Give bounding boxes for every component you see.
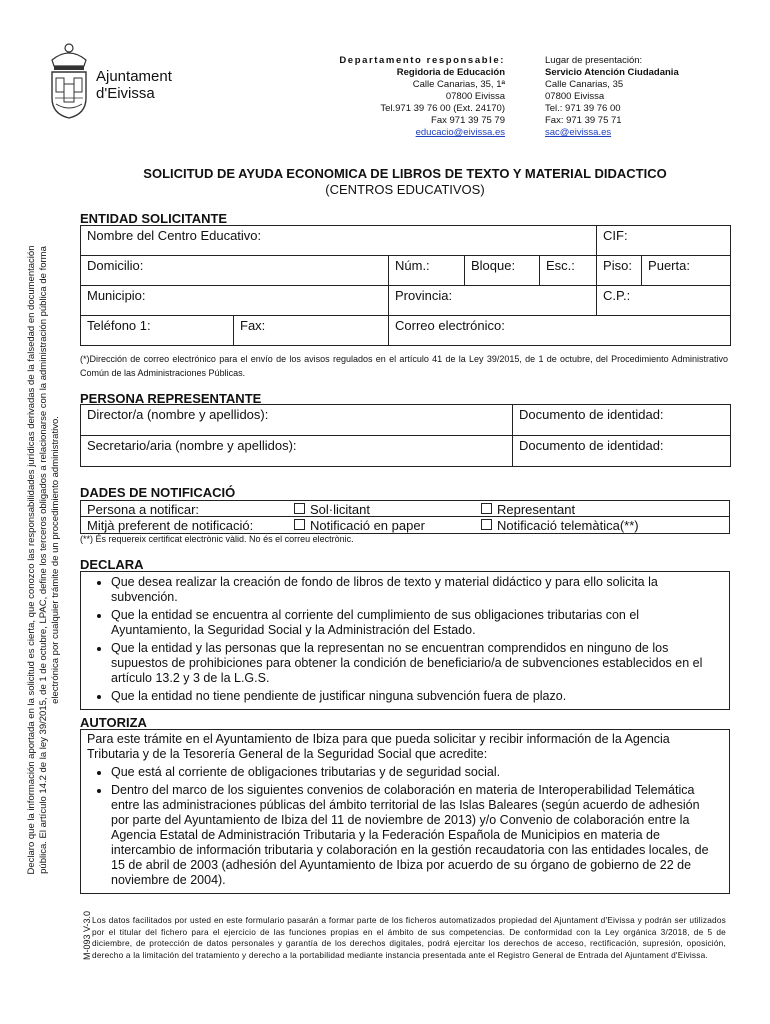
notificacio-box (80, 500, 730, 534)
responsible-department (300, 55, 505, 139)
section-declara-heading: DECLARA (80, 557, 144, 572)
declara-item: • Que la entidad y las personas que la representan no se encuentran comprendidos en ninguno de los supuestos de prohibiciones para obtener la condición de beneficiario/a de subvenciones establecidos en el artículo 13.2 y 3 de la L.G.S. (111, 641, 721, 686)
field-fax[interactable]: Fax: (234, 316, 389, 346)
field-correo[interactable]: Correo electrónico: (389, 316, 731, 346)
dept-tel: Tel.971 39 76 00 (Ext. 24170) (380, 103, 505, 114)
sollicitant-checkbox[interactable] (294, 503, 305, 514)
field-cif[interactable]: CIF: (597, 226, 731, 256)
option-paper[interactable] (294, 518, 425, 533)
form-title: SOLICITUD DE AYUDA ECONOMICA DE LIBROS DE TEXTO Y MATERIAL DIDACTICO (143, 166, 667, 181)
field-secretario[interactable]: Secretario/aria (nombre y apellidos): (81, 436, 513, 467)
option-representant[interactable] (481, 502, 575, 517)
field-piso[interactable]: Piso: (597, 256, 642, 286)
coat-of-arms-logo (46, 42, 92, 120)
org-name-line1: Ajuntament (96, 68, 172, 85)
representante-table (80, 404, 731, 467)
field-esc[interactable]: Esc.: (540, 256, 597, 286)
persona-notificar-label: Persona a notificar: (87, 502, 200, 517)
org-name-line2: d'Eivissa (96, 85, 155, 102)
dept-name: Regidoria de Educación (396, 67, 505, 78)
field-doc-secretario[interactable]: Documento de identidad: (513, 436, 731, 467)
field-doc-director[interactable]: Documento de identidad: (513, 405, 731, 436)
place-email-link[interactable]: sac@eivissa.es (545, 127, 612, 138)
form-subtitle: (CENTROS EDUCATIVOS) (325, 182, 485, 197)
privacy-notice: Los datos facilitados por usted en este formulario pasarán a formar parte de los ficheros automatizados propiedad del Ajuntament d'Eivissa y podrán ser utilizados por el titular del fichero para el ejercicio de las funciones propias en el ámbito de sus competencias. De conformidad con la Ley orgánica 3/2018, de 5 de diciembre, de protección de datos personales y garantía de los derechos digitales, podrá ejercitar los derechos de acceso, rectificación, supresión, oposición, derecho a la limitación del tratamiento y derecho a la portabilidad mediante instancia presentada ante el Registro General de Entrada del Ajuntament d'Eivissa. (92, 915, 726, 960)
field-director[interactable]: Director/a (nombre y apellidos): (81, 405, 513, 436)
place-address2: 07800 Eivissa (545, 91, 605, 102)
telematica-checkbox[interactable] (481, 519, 492, 530)
autoriza-item: • Que está al corriente de obligaciones tributarias y de seguridad social. (111, 765, 721, 780)
autoriza-item: • Dentro del marco de los siguientes convenios de colaboración en materia de Interoperabilidad Telemática entre las administraciones públicas del ámbito territorial de las Islas Baleares (según acuerdo de adhesión por parte del Ayuntamiento de Ibiza del 11 de noviembre de 2013) y/o Convenio de colaboración entre la Agencia Estatal de Administración Tributaria y la Federación Española de Municipios en materia de intercambio de información tributaria y colaboración en la gestión recaudatoria con las entidades locales, de 15 de abril de 2003 (adhesión del Ayuntamiento de Ibiza por acuerdo de su órgano de gobierno de 22 de noviembre de 2004). (111, 783, 721, 888)
paper-checkbox[interactable] (294, 519, 305, 530)
dept-address2: 07800 Eivissa (445, 91, 505, 102)
field-telefono[interactable]: Teléfono 1: (81, 316, 234, 346)
declara-item: • Que desea realizar la creación de fondo de libros de texto y material didáctico y para ello solicita la subvención. (111, 575, 721, 605)
declara-item: • Que la entidad se encuentra al corriente del cumplimiento de sus obligaciones tributarias con el Ayuntamiento, la Seguridad Social y la Administración del Estado. (111, 608, 721, 638)
autoriza-intro: Para este trámite en el Ayuntamiento de Ibiza para que pueda solicitar y recibir información de la Agencia Tributaria y de la Tesorería General de la Seguridad Social que acredite: (87, 732, 670, 761)
place-tel: Tel.: 971 39 76 00 (545, 103, 621, 114)
side-declaration-text: Declaro que la información aportada en la solicitud es cierta, que conozco las responsabilidades jurídicas derivadas de la falsedad en documentación pública. El artículo 14.2 de la ley 39/2015, de 1 de octubre, LPAC, define los terceros obligados a relacionarse con la administración pública de forma electrónica por cualquier trámite de un procedimiento administrativo. (26, 245, 61, 875)
section-entidad-heading: ENTIDAD SOLICITANTE (80, 211, 228, 226)
representant-label: Representant (497, 502, 576, 517)
telematica-label: Notificació telemàtica(**) (497, 518, 639, 533)
section-representante-heading: PERSONA REPRESENTANTE (80, 391, 262, 406)
section-notificacio-heading: DADES DE NOTIFICACIÓ (80, 485, 236, 500)
place-address1: Calle Canarias, 35 (545, 79, 624, 90)
dept-heading: Departamento responsable: (339, 55, 505, 66)
dept-email-link[interactable]: educacio@eivissa.es (415, 127, 505, 138)
field-bloque[interactable]: Bloque: (465, 256, 540, 286)
field-provincia[interactable]: Provincia: (389, 286, 597, 316)
autoriza-box (80, 729, 730, 894)
sollicitant-label: Sol·licitant (310, 502, 370, 517)
entidad-email-note: (*)Dirección de correo electrónico para el envío de los avisos regulados en el artículo 41 de la Ley 39/2015, de 1 de octubre, del Procedimiento Administrativo Común de las Administraciones Públicas. (80, 354, 728, 378)
entidad-table (80, 225, 731, 346)
dept-address1: Calle Canarias, 35, 1ª (412, 79, 505, 90)
autoriza-list (81, 762, 729, 893)
place-fax: Fax: 971 39 75 71 (545, 115, 622, 126)
notificacio-divider (81, 516, 729, 517)
field-municipio[interactable]: Municipio: (81, 286, 389, 316)
declara-box (80, 571, 730, 710)
organization-name (96, 68, 172, 102)
notificacio-note: (**) És requereix certificat electrònic vàlid. No és el correu electrònic. (80, 534, 354, 544)
field-num[interactable]: Núm.: (389, 256, 465, 286)
mitja-preferent-label: Mitjà preferent de notificació: (87, 518, 254, 533)
option-sollicitant[interactable] (294, 502, 370, 517)
field-nombre-centro[interactable]: Nombre del Centro Educativo: (81, 226, 597, 256)
section-autoriza-heading: AUTORIZA (80, 715, 147, 730)
place-heading: Lugar de presentación: (545, 55, 643, 66)
field-domicilio[interactable]: Domicilio: (81, 256, 389, 286)
presentation-place (545, 55, 745, 139)
dept-fax: Fax 971 39 75 79 (431, 115, 505, 126)
paper-label: Notificació en paper (310, 518, 425, 533)
declara-list (81, 572, 729, 709)
option-telematica[interactable] (481, 518, 639, 533)
model-code: M-093 V-3.0 (82, 910, 92, 960)
declara-item: • Que la entidad no tiene pendiente de justificar ninguna subvención fuera de plazo. (111, 689, 721, 704)
place-name: Servicio Atención Ciudadania (545, 67, 679, 78)
representant-checkbox[interactable] (481, 503, 492, 514)
field-puerta[interactable]: Puerta: (642, 256, 731, 286)
field-cp[interactable]: C.P.: (597, 286, 731, 316)
